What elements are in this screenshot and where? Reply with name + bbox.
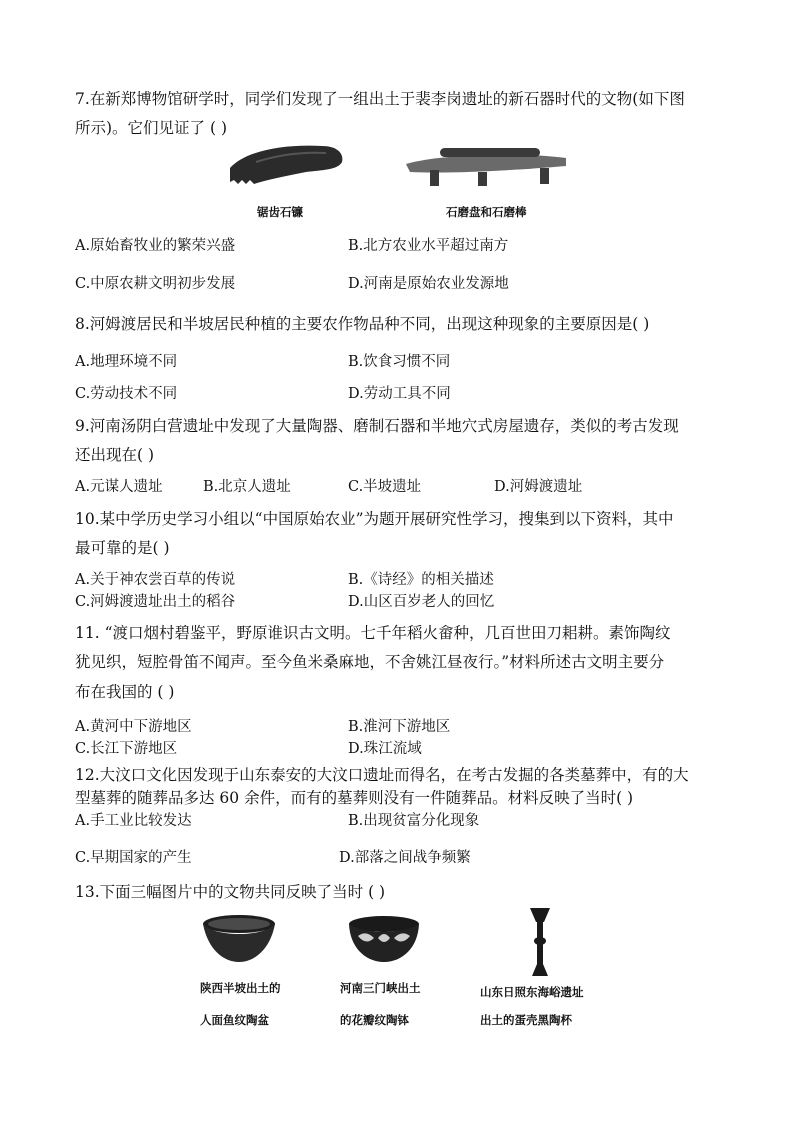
q10-option-c[interactable]: C.河姆渡遗址出土的稻谷 xyxy=(75,594,236,610)
q11-stem-line3: 布在我国的 ( ) xyxy=(75,683,175,701)
grinding-stone-image xyxy=(400,140,572,192)
q8-option-a[interactable]: A.地理环境不同 xyxy=(75,354,178,370)
q7-option-d[interactable]: D.河南是原始农业发源地 xyxy=(348,276,509,292)
petal-pattern-bowl-image xyxy=(344,914,424,966)
q12-stem-line1: 12.大汶口文化因发现于山东泰安的大汶口遗址而得名，在考古发掘的各类墓葬中，有的大 xyxy=(75,766,689,784)
q7-image1-caption: 锯齿石镰 xyxy=(257,205,303,219)
q12-stem-line2: 型墓葬的随葬品多达 60 余件，而有的墓葬则没有一件随葬品。材料反映了当时( ) xyxy=(75,789,634,807)
q7-image2-caption: 石磨盘和石磨棒 xyxy=(446,205,527,219)
q12-option-d[interactable]: D.部落之间战争频繁 xyxy=(339,850,471,866)
q10-stem-line2: 最可靠的是( ) xyxy=(75,539,170,557)
q10-option-a[interactable]: A.关于神农尝百草的传说 xyxy=(75,572,236,588)
q7-option-c[interactable]: C.中原农耕文明初步发展 xyxy=(75,276,236,292)
eggshell-black-cup-image xyxy=(526,906,554,978)
q11-option-c[interactable]: C.长江下游地区 xyxy=(75,741,178,757)
q13-image3-caption-line2: 出土的蛋壳黑陶杯 xyxy=(480,1013,572,1027)
q11-option-a[interactable]: A.黄河中下游地区 xyxy=(75,719,192,735)
q11-stem-line1: 11. “渡口烟村碧鉴平，野原谁识古文明。七千年稻火畲种，几百世田刀耜耕。素饰陶纹 xyxy=(75,624,671,642)
q11-option-d[interactable]: D.珠江流域 xyxy=(348,741,422,757)
q8-stem-line1: 8.河姆渡居民和半坡居民种植的主要农作物品种不同，出现这种现象的主要原因是( ) xyxy=(75,315,650,333)
q9-option-b[interactable]: B.北京人遗址 xyxy=(203,479,291,495)
q11-option-b[interactable]: B.淮河下游地区 xyxy=(348,719,451,735)
q8-option-c[interactable]: C.劳动技术不同 xyxy=(75,386,178,402)
q10-option-d[interactable]: D.山区百岁老人的回忆 xyxy=(348,594,495,610)
q13-image2-caption-line2: 的花瓣纹陶钵 xyxy=(340,1013,409,1027)
q9-option-c[interactable]: C.半坡遗址 xyxy=(348,479,422,495)
q13-image2-caption-line1: 河南三门峡出土 xyxy=(340,981,421,995)
q7-stem-line1: 7.在新郑博物馆研学时，同学们发现了一组出土于裴李岗遗址的新石器时代的文物(如下图 xyxy=(75,90,685,108)
fish-face-basin-image xyxy=(200,912,278,966)
q7-option-a[interactable]: A.原始畜牧业的繁荣兴盛 xyxy=(75,238,236,254)
q8-option-b[interactable]: B.饮食习惯不同 xyxy=(348,354,451,370)
q7-stem-line2: 所示)。它们见证了 ( ) xyxy=(75,119,227,137)
q9-stem-line1: 9.河南汤阴白营遗址中发现了大量陶器、磨制石器和半地穴式房屋遗存，类似的考古发现 xyxy=(75,417,679,435)
q9-option-a[interactable]: A.元谋人遗址 xyxy=(75,479,163,495)
q10-stem-line1: 10.某中学历史学习小组以“中国原始农业”为题开展研究性学习，搜集到以下资料，其中 xyxy=(75,510,674,528)
q7-option-b[interactable]: B.北方农业水平超过南方 xyxy=(348,238,509,254)
q13-image3-caption-line1: 山东日照东海峪遗址 xyxy=(480,985,584,999)
q13-image1-caption-line1: 陕西半坡出土的 xyxy=(200,981,281,995)
q12-option-b[interactable]: B.出现贫富分化现象 xyxy=(348,813,480,829)
sawtooth-sickle-image xyxy=(226,140,348,190)
q12-option-a[interactable]: A.手工业比较发达 xyxy=(75,813,192,829)
q8-option-d[interactable]: D.劳动工具不同 xyxy=(348,386,451,402)
q9-stem-line2: 还出现在( ) xyxy=(75,446,155,464)
q13-stem-line1: 13.下面三幅图片中的文物共同反映了当时 ( ) xyxy=(75,883,386,901)
q13-image1-caption-line2: 人面鱼纹陶盆 xyxy=(200,1013,269,1027)
q9-option-d[interactable]: D.河姆渡遗址 xyxy=(494,479,583,495)
q10-option-b[interactable]: B.《诗经》的相关描述 xyxy=(348,572,494,588)
q12-option-c[interactable]: C.早期国家的产生 xyxy=(75,850,192,866)
q11-stem-line2: 犹见织，短腔骨笛不闻声。至今鱼米桑麻地，不舍姚江昼夜行。”材料所述古文明主要分 xyxy=(75,653,665,671)
